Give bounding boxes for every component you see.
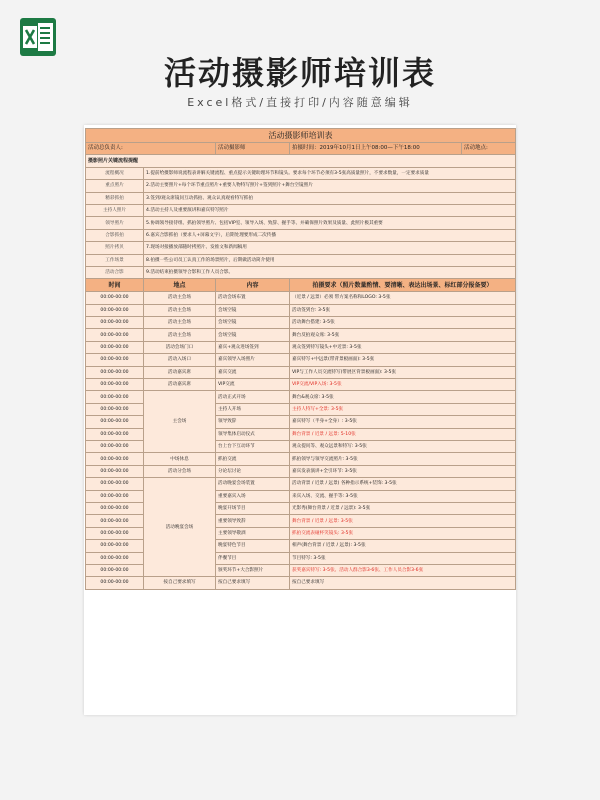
- content-cell: 会场空镜: [216, 317, 290, 329]
- content-cell: 颁奖环节+大合影照片: [216, 564, 290, 576]
- time-cell: 00:00-00:00: [86, 465, 144, 477]
- key-point-row: [86, 229, 516, 241]
- time-cell: 00:00-00:00: [86, 354, 144, 366]
- requirement-cell: 活动背景 / 近景 / 远景) 各种指示系统+装饰: 3-5张: [290, 478, 516, 490]
- time-cell: 00:00-00:00: [86, 440, 144, 452]
- place-cell: 中场休息: [144, 453, 216, 465]
- key-point-text: 7.现场对接播放部随时拷照片、发推文和新闻稿用: [144, 242, 516, 254]
- time-cell: 00:00-00:00: [86, 341, 144, 353]
- requirement-cell: 抓拍交流表碰杯笑镜头: 3-5张: [290, 527, 516, 539]
- time-cell: 00:00-00:00: [86, 478, 144, 490]
- spreadsheet-preview: [84, 125, 516, 715]
- key-point-label: 流程概况: [86, 167, 144, 179]
- content-cell: 活动晚宴会场装置: [216, 478, 290, 490]
- requirement-cell: 活动签到台: 3-5张: [290, 304, 516, 316]
- schedule-row: [86, 341, 516, 353]
- content-cell: 嘉宾+观众进场签到: [216, 341, 290, 353]
- training-table: [85, 128, 516, 590]
- time-cell: 00:00-00:00: [86, 379, 144, 391]
- content-cell: 嘉宾领导入场照片: [216, 354, 290, 366]
- schedule-row: [86, 379, 516, 391]
- place-cell: 活动嘉宾席: [144, 366, 216, 378]
- requirement-cell: VIP与工作人员交流特写(带展区背景板画面): 3-5张: [290, 366, 516, 378]
- column-header: 时间: [86, 279, 144, 292]
- time-cell: 00:00-00:00: [86, 527, 144, 539]
- requirement-cell: 来宾入场、交流、握手等: 3-5张: [290, 490, 516, 502]
- key-point-text: 2.活动主要照片+每个环节重点照片+重要人物特写照片+签到照片+舞台空镜照片: [144, 180, 516, 192]
- schedule-row: [86, 354, 516, 366]
- content-cell: 会场空镜: [216, 304, 290, 316]
- requirement-cell: 相声(舞台背景 / 近景 / 远景): 3-5张: [290, 540, 516, 552]
- content-cell: 活动会场布置: [216, 292, 290, 304]
- content-cell: 活动正式开场: [216, 391, 290, 403]
- requirement-cell: 嘉宾发表演讲+全引环节: 3-5张: [290, 465, 516, 477]
- time-cell: 00:00-00:00: [86, 540, 144, 552]
- shoot-time: 拍摄时间：2019年10月1日上午08:00—下午18:00: [290, 143, 462, 155]
- place-cell: 活动入场口: [144, 354, 216, 366]
- place-cell: 活动主会场: [144, 329, 216, 341]
- content-cell: 分论坛讨论: [216, 465, 290, 477]
- key-point-label: 活动合影: [86, 266, 144, 278]
- time-cell: 00:00-00:00: [86, 403, 144, 415]
- content-cell: 嘉宾交流: [216, 366, 290, 378]
- tips-heading: 摄影照片关键流程提醒: [86, 155, 516, 167]
- content-cell: 主持人开场: [216, 403, 290, 415]
- key-point-text: 3.签到/观众席镜问互动抓拍、观众认真观看特写抓拍: [144, 192, 516, 204]
- column-header: 地点: [144, 279, 216, 292]
- key-point-row: [86, 192, 516, 204]
- owner-label: 活动总负责人:: [86, 143, 216, 155]
- location-label: 活动地点:: [462, 143, 516, 155]
- key-point-text: 4.活动主持人及重要演讲和嘉宾特写照片: [144, 204, 516, 216]
- time-cell: 00:00-00:00: [86, 577, 144, 589]
- schedule-row: [86, 366, 516, 378]
- key-point-label: 合影抓拍: [86, 229, 144, 241]
- place-cell-merged: 活动晚宴会场: [144, 478, 216, 577]
- content-cell: 伴餐节目: [216, 552, 290, 564]
- schedule-row: [86, 391, 516, 403]
- key-point-row: [86, 242, 516, 254]
- requirement-cell: 主持人特写+全景: 3-5张: [290, 403, 516, 415]
- page-title: 活动摄影师培训表: [163, 54, 436, 92]
- place-cell: 活动主会场: [144, 292, 216, 304]
- time-cell: 00:00-00:00: [86, 292, 144, 304]
- requirement-cell: 嘉宾特写（半身+全身）: 3-5张: [290, 416, 516, 428]
- time-cell: 00:00-00:00: [86, 515, 144, 527]
- content-cell: 台上台下互动环节: [216, 440, 290, 452]
- schedule-row: [86, 465, 516, 477]
- key-point-row: [86, 254, 516, 266]
- photographer-label: 活动摄影师: [216, 143, 290, 155]
- schedule-row: [86, 453, 516, 465]
- key-point-label: 照片拷贝: [86, 242, 144, 254]
- content-cell: 抓拍交流: [216, 453, 290, 465]
- time-cell: 00:00-00:00: [86, 317, 144, 329]
- key-point-row: [86, 217, 516, 229]
- time-cell: 00:00-00:00: [86, 502, 144, 514]
- content-cell: 领导致辞: [216, 416, 290, 428]
- schedule-row: [86, 478, 516, 490]
- column-header: 内容: [216, 279, 290, 292]
- key-point-text: 8.拍摄一些公司员工认真工作的场景照片，后期做活动简介使用: [144, 254, 516, 266]
- key-point-text: 9.活动结束拍摄领导合影和工作人员合影。: [144, 266, 516, 278]
- requirement-cell: 舞台背景 / 近景 / 远景: 3-5张: [290, 515, 516, 527]
- page-subtitle: Excel格式/直接打印/内容随意编辑: [187, 96, 413, 109]
- schedule-row: [86, 577, 516, 589]
- key-point-label: 主持人照片: [86, 204, 144, 216]
- requirement-cell: （近景 / 远景）必须 带方案名称和LOGO: 3-5张: [290, 292, 516, 304]
- key-point-text: 5.协调领导接待组、抓拍领导照片、包括VIP室、领导入场、致辞、握手等、并确保照片效果及质量、此照片极其重要: [144, 217, 516, 229]
- requirement-cell: 节目特写: 3-5张: [290, 552, 516, 564]
- schedule-row: [86, 304, 516, 316]
- key-point-label: 工作场景: [86, 254, 144, 266]
- time-cell: 00:00-00:00: [86, 304, 144, 316]
- key-point-label: 精彩抓拍: [86, 192, 144, 204]
- schedule-row: [86, 292, 516, 304]
- requirement-cell: 观众签到特写镜头+中近景: 3-5张: [290, 341, 516, 353]
- content-cell: 晚宴开场节目: [216, 502, 290, 514]
- content-cell: 会场空镜: [216, 329, 290, 341]
- requirement-cell: 光影秀(舞台背景 / 近景 / 远景): 3-5张: [290, 502, 516, 514]
- time-cell: 00:00-00:00: [86, 329, 144, 341]
- content-cell: 主要领导敬酒: [216, 527, 290, 539]
- content-cell: 重要领导致辞: [216, 515, 290, 527]
- column-header: 拍摄要求（照片数量酌情、要清晰、表达出场景、标红部分报备要）: [290, 279, 516, 292]
- time-cell: 00:00-00:00: [86, 366, 144, 378]
- content-cell: 晚宴特色节目: [216, 540, 290, 552]
- time-cell: 00:00-00:00: [86, 391, 144, 403]
- requirement-cell: 获奖嘉宾特写: 3-5张、活动人群合影3-6张、工作人员合影3-6张: [290, 564, 516, 576]
- content-cell: VIP交流: [216, 379, 290, 391]
- requirement-cell: VIP交流/VIP入场: 3-5张: [290, 379, 516, 391]
- key-point-row: [86, 180, 516, 192]
- time-cell: 00:00-00:00: [86, 564, 144, 576]
- time-cell: 00:00-00:00: [86, 416, 144, 428]
- place-cell: 活动嘉宾席: [144, 379, 216, 391]
- requirement-cell: 按自己要求填写: [290, 577, 516, 589]
- requirement-cell: 观众提问等、观众远景和特写: 3-5张: [290, 440, 516, 452]
- place-cell: 活动主会场: [144, 304, 216, 316]
- place-cell: 按自己要求填写: [144, 577, 216, 589]
- time-cell: 00:00-00:00: [86, 428, 144, 440]
- column-header-row: [86, 279, 516, 292]
- requirement-cell: 嘉宾特写+中远景(带背景板画面): 3-5张: [290, 354, 516, 366]
- requirement-cell: 活动舞台搭建: 3-5张: [290, 317, 516, 329]
- content-cell: 重要嘉宾入场: [216, 490, 290, 502]
- place-cell: 活动分会场: [144, 465, 216, 477]
- schedule-row: [86, 317, 516, 329]
- requirement-cell: 舞台&观众席: 3-5张: [290, 391, 516, 403]
- key-point-label: 重点照片: [86, 180, 144, 192]
- key-point-row: [86, 204, 516, 216]
- place-cell: 活动会场门口: [144, 341, 216, 353]
- requirement-cell: 抓拍领导与领导交流照片: 3-5张: [290, 453, 516, 465]
- time-cell: 00:00-00:00: [86, 453, 144, 465]
- key-point-text: 6.嘉宾合影抓拍（要求人+屏幕文字），后期处理要形成二次传播: [144, 229, 516, 241]
- key-point-label: 领导照片: [86, 217, 144, 229]
- requirement-cell: 舞台反拍观众席: 3-5张: [290, 329, 516, 341]
- requirement-cell: 舞台背景 / 近景 / 远景: 5-10张: [290, 428, 516, 440]
- content-cell: 领导集体启动仪式: [216, 428, 290, 440]
- time-cell: 00:00-00:00: [86, 490, 144, 502]
- place-cell-merged: 主会场: [144, 391, 216, 453]
- place-cell: 活动主会场: [144, 317, 216, 329]
- key-point-text: 1.提前给摄影师说流程表讲解关键流程、重点提示关键助理环节和镜头。要求每个环节必须有3-5张高质量照片，不要求数量，一定要求质量: [144, 167, 516, 179]
- key-point-row: [86, 167, 516, 179]
- time-cell: 00:00-00:00: [86, 552, 144, 564]
- content-cell: 按自己要求填写: [216, 577, 290, 589]
- schedule-row: [86, 329, 516, 341]
- key-point-row: [86, 266, 516, 278]
- sheet-title: 活动摄影师培训表: [86, 129, 516, 143]
